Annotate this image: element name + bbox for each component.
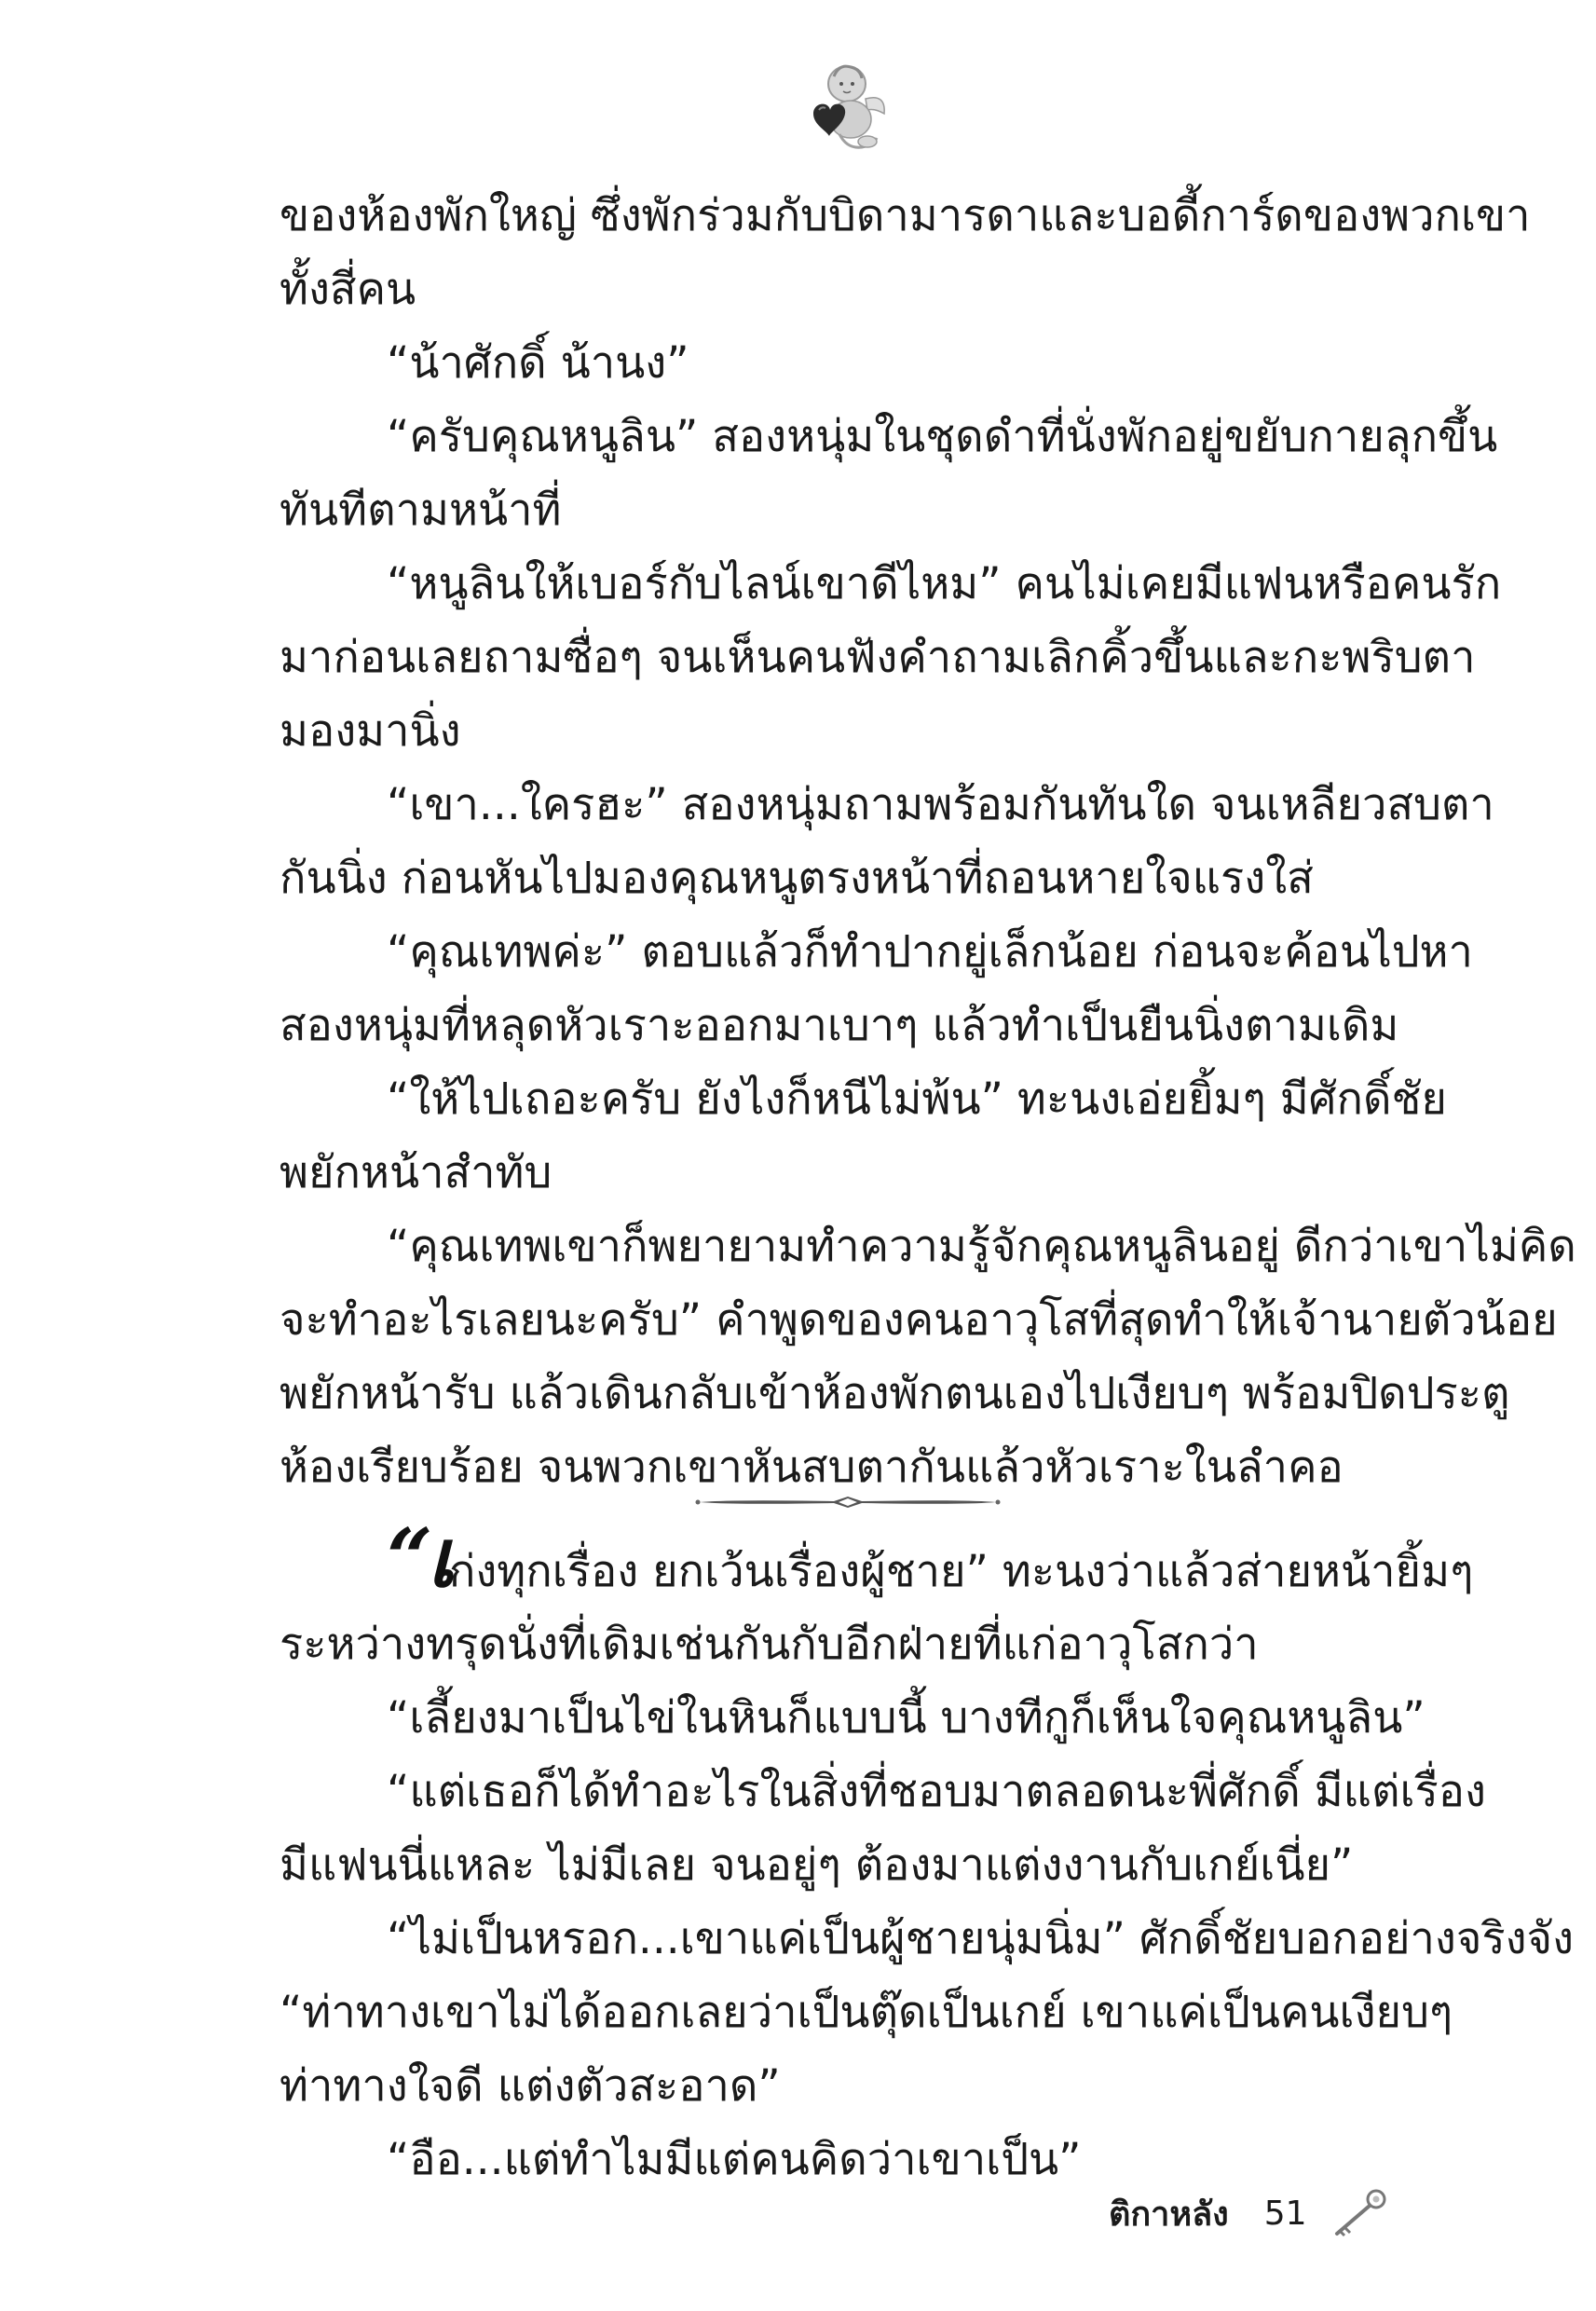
key-icon [1331,2187,1389,2239]
text-line: ของห้องพักใหญ่ ซึ่งพักร่วมกับบิดามารดาและบอดี้การ์ดของพวกเขา [280,190,1531,241]
text-line: พยักหน้ารับ แล้วเดินกลับเข้าห้องพักตนเองไปเงียบๆ พร้อมปิดประตู [280,1368,1510,1419]
text-line: “คุณเทพเขาก็พยายามทำความรู้จักคุณหนูลินอยู่ ดีกว่าเขาไม่คิด [387,1221,1576,1272]
text-line: ทันทีตามหน้าที่ [280,485,562,536]
text-line: “เลี้ยงมาเป็นไข่ในหินก็แบบนี้ บางทีกูก็เห็นใจคุณหนูลิน” [387,1692,1425,1744]
cupid-heart-icon [793,56,895,158]
text-line: กันนิ่ง ก่อนหันไปมองคุณหนูตรงหน้าที่ถอนหายใจแรงใส่ [280,853,1314,904]
text-line: “ท่าทางเขาไม่ได้ออกเลยว่าเป็นตุ๊ดเป็นเกย์ เขาแค่เป็นคนเงียบๆ [280,1987,1453,2038]
text-line: “ไม่เป็นหรอก...เขาแค่เป็นผู้ชายนุ่มนิ่ม” ศักดิ์ชัยบอกอย่างจริงจัง [387,1913,1575,1964]
text-line: “คุณเทพค่ะ” ตอบแล้วก็ทำปากยู่เล็กน้อย ก่อนจะค้อนไปหา [387,926,1473,978]
paragraph-block-2 [280,1511,1575,2196]
paragraph-block-1 [280,179,1576,1504]
text-line: “เขา...ใครฮะ” สองหนุ่มถามพร้อมกันทันใด จนเหลียวสบตา [387,779,1494,830]
text-line: มีแฟนนี่แหละ ไม่มีเลย จนอยู่ๆ ต้องมาแต่งงานกับเกย์เนี่ย” [280,1839,1354,1891]
text-line: สองหนุ่มที่หลุดหัวเราะออกมาเบาๆ แล้วทำเป็นยืนนิ่งตามเดิม [280,1000,1399,1051]
text-line: ระหว่างทรุดนั่งที่เดิมเช่นกันกับอีกฝ่ายที่แก่อาวุโสกว่า [280,1619,1259,1670]
text-line: “ให้ไปเถอะครับ ยังไงก็หนีไม่พ้น” ทะนงเอ่ยยิ้มๆ มีศักดิ์ชัย [387,1073,1447,1125]
page-footer [1109,2181,1389,2246]
text-line: “หนูลินให้เบอร์กับไลน์เขาดีไหม” คนไม่เคยมีแฟนหรือคนรัก [387,558,1502,609]
dropcap-line [280,1511,1474,1607]
page-number: 51 [1263,2194,1307,2233]
dropcap: “เ [387,1511,449,1606]
text-line: ทั้งสี่คน [280,264,416,315]
text-line: “อือ...แต่ทำไมมีแต่คนคิดว่าเขาเป็น” [387,2134,1082,2185]
ornament-divider [694,1491,1002,1513]
text-line: มองมานิ่ง [280,705,461,757]
text-line: ท่าทางใจดี แต่งตัวสะอาด” [280,2060,781,2112]
dropcap-rest: ก่งทุกเรื่อง ยกเว้นเรื่องผู้ชาย” ทะนงว่าแล้วส่ายหน้ายิ้มๆ [448,1546,1474,1597]
text-line: มาก่อนเลยถามซื่อๆ จนเห็นคนฟังคำถามเลิกคิ้วขึ้นและกะพริบตา [280,632,1476,683]
text-line: ห้องเรียบร้อย จนพวกเขาหันสบตากันแล้วหัวเราะในลำคอ [280,1442,1344,1493]
text-line: “ครับคุณหนูลิน” สองหนุ่มในชุดดำที่นั่งพักอยู่ขยับกายลุกขึ้น [387,411,1498,462]
text-line: “น้าศักดิ์ น้านง” [387,337,689,389]
text-line: จะทำอะไรเลยนะครับ” คำพูดของคนอาวุโสที่สุดทำให้เจ้านายตัวน้อย [280,1294,1558,1346]
text-line: “แต่เธอก็ได้ทำอะไรในสิ่งที่ชอบมาตลอดนะพี่ศักดิ์ มีแต่เรื่อง [387,1766,1486,1817]
book-title: ติกาหลัง [1109,2195,1229,2234]
text-line: พยักหน้าสำทับ [280,1147,552,1198]
